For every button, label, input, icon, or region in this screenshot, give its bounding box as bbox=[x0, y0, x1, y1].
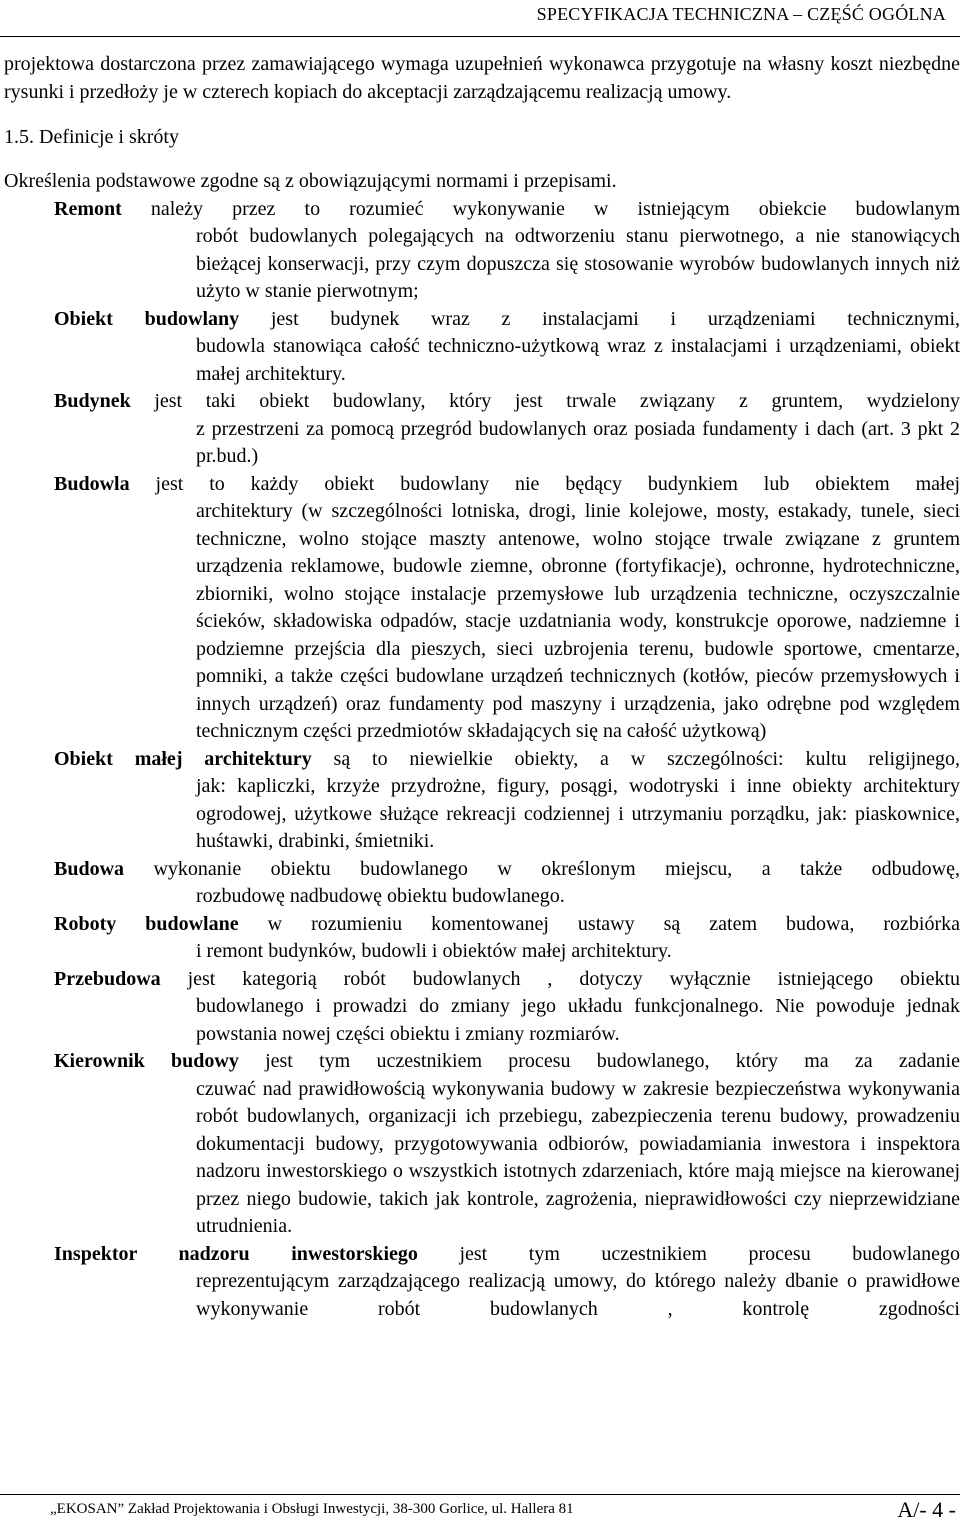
definition-first-line bbox=[54, 911, 960, 939]
definition-term: Roboty budowlane bbox=[54, 912, 239, 935]
section-heading: 1.5. Definicje i skróty bbox=[4, 126, 179, 148]
definition-text-continued: i remont budynków, budowli i obiektów małej architektury. bbox=[196, 940, 672, 962]
definition-term: Przebudowa bbox=[54, 967, 161, 990]
footer-company: „EKOSAN” Zakład Projektowania i Obsługi Inwestycji, 38-300 Gorlice, ul. Hallera 81 bbox=[50, 1501, 574, 1517]
definition-first-line bbox=[54, 746, 960, 774]
definition-text-start: wykonanie obiektu budowlanego w określonym miejscu, a także odbudowę, bbox=[153, 857, 960, 880]
definition-term: Budowla bbox=[54, 472, 130, 495]
definition-first-line bbox=[54, 471, 960, 499]
definition-first-line bbox=[54, 966, 960, 994]
definition-entry bbox=[54, 966, 960, 1049]
definition-text-continued: czuwać nad prawidłowością wykonywania budowy w zakresie bezpieczeństwa wykonywania robót budowlanych, organizacji ich przebiegu, zabezpieczenia terenu budowy, prowadzeniu dokumentacji budowy, przygotowywania odbiorów, powiadamiania inwestora i inspektora nadzoru inwestorskiego o wszystkich istotnych zdarzeniach, które mają miejsce na kierowanej przez niego budowie, takich jak kontrole, zagrożenia, nieprawidłowości czy nieprzewidziane utrudnienia. bbox=[196, 1077, 960, 1237]
definition-first-line bbox=[54, 388, 960, 416]
definition-term: Obiekt budowlany bbox=[54, 307, 240, 330]
definition-text-start: jest tym uczestnikiem procesu budowlanego bbox=[459, 1242, 960, 1265]
definition-text-continued: budowlanego i prowadzi do zmiany jego układu funkcjonalnego. Nie powoduje jednak powstania nowej części obiektu i zmiany rozmiarów. bbox=[196, 995, 960, 1045]
definition-term: Kierownik budowy bbox=[54, 1050, 239, 1072]
definition-entry bbox=[54, 196, 960, 306]
definition-entry bbox=[54, 746, 960, 856]
definition-text-continued: robót budowlanych polegających na odtworzeniu stanu pierwotnego, a nie stanowiących bieżącej konserwacji, przy czym dopuszcza się stosowanie wyrobów budowlanych innych niż użyto w stanie pierwotnym; bbox=[196, 225, 960, 302]
definition-text-start: jest tym uczestnikiem procesu budowlanego, który ma za zadanie bbox=[265, 1050, 960, 1072]
definition-text-start: jest kategorią robót budowlanych , dotyczy wyłącznie istniejącego obiektu bbox=[187, 967, 960, 990]
definition-entry bbox=[54, 856, 960, 911]
definition-text-start: jest taki obiekt budowlany, który jest trwale związany z gruntem, wydzielony bbox=[154, 390, 960, 412]
definition-first-line bbox=[54, 1048, 960, 1076]
definition-text-continued: budowla stanowiąca całość techniczno-użytkową wraz z instalacjami i urządzeniami, obiekt małej architektury. bbox=[196, 335, 960, 385]
header-title: SPECYFIKACJA TECHNICZNA – CZĘŚĆ OGÓLNA bbox=[536, 4, 946, 24]
definition-entry bbox=[54, 306, 960, 389]
definition-term: Remont bbox=[54, 197, 122, 220]
definition-first-line bbox=[54, 196, 960, 224]
definition-text-continued: jak: kapliczki, krzyże przydrożne, figury, posągi, wodotryski i inne obiekty architektury ogrodowej, użytkowe służące rekreacji codziennej i utrzymaniu porządku, jak: piaskownice, huśtawki, drabinki, śmietniki. bbox=[196, 775, 960, 852]
definition-text-start: jest budynek wraz z instalacjami i urządzeniami technicznymi, bbox=[270, 307, 960, 330]
definition-text-continued: architektury (w szczególności lotniska, drogi, linie kolejowe, mosty, estakady, tunele, sieci techniczne, wolno stojące maszty antenowe, wolno stojące trwale związane z gruntem urządzenia reklamowe, budowle ziemne, obronne (fortyfikacje), ochronne, hydrotechniczne, zbiorniki, wolno stojące instalacje przemysłowe lub urządzenia techniczne, oczyszczalnie ścieków, składowiska odpadów, stacje uzdatniania wody, konstrukcje oporowe, nadziemne i podziemne przejścia dla pieszych, sieci uzbrojenia terenu, budowle sportowe, cmentarze, pomniki, a także części budowlane urządzeń technicznych (kotłów, pieców przemysłowych i innych urządzeń) oraz fundamenty pod maszyny i urządzenia, jako odrębne pod względem technicznym części przedmiotów składających się na całość użytkową) bbox=[196, 500, 960, 742]
definition-entry bbox=[54, 388, 960, 471]
definition-entry bbox=[54, 471, 960, 746]
page-footer bbox=[0, 1494, 960, 1529]
definition-text-continued: reprezentującym zarządzającego realizacją umowy, do którego należy dbanie o prawidłowe wykonywanie robót budowlanych , kontrolę zgodności bbox=[196, 1270, 960, 1320]
page-number: A/- 4 - bbox=[897, 1497, 956, 1522]
section-intro: Określenia podstawowe zgodne są z obowiązującymi normami i przepisami. bbox=[4, 170, 617, 192]
definition-entry bbox=[54, 1048, 960, 1241]
definition-term: Obiekt małej architektury bbox=[54, 747, 312, 770]
definition-term: Budynek bbox=[54, 390, 131, 412]
intro-paragraph: projektowa dostarczona przez zamawiającego wymaga uzupełnień wykonawca przygotuje na własny koszt niezbędne rysunki i przedłoży je w czterech kopiach do akceptacji zarządzającemu realizacją umowy. bbox=[4, 53, 960, 103]
definition-term: Inspektor nadzoru inwestorskiego bbox=[54, 1242, 418, 1265]
definitions-list bbox=[4, 196, 960, 1324]
definition-text-start: należy przez to rozumieć wykonywanie w istniejącym obiekcie budowlanym bbox=[150, 197, 960, 220]
definition-entry bbox=[54, 1241, 960, 1324]
definition-first-line bbox=[54, 306, 960, 334]
definition-first-line bbox=[54, 856, 960, 884]
definition-text-continued: z przestrzeni za pomocą przegród budowlanych oraz posiada fundamenty i dach (art. 3 pkt 2 pr.bud.) bbox=[196, 417, 960, 467]
document-body bbox=[4, 51, 960, 1323]
page-header bbox=[0, 0, 960, 37]
definition-text-start: są to niewielkie obiekty, a w szczególności: kultu religijnego, bbox=[333, 747, 960, 770]
definition-entry bbox=[54, 911, 960, 966]
definition-first-line bbox=[54, 1241, 960, 1269]
definition-text-start: w rozumieniu komentowanej ustawy są zatem budowa, rozbiórka bbox=[267, 912, 960, 935]
definition-text-start: jest to każdy obiekt budowlany nie będący budynkiem lub obiektem małej bbox=[155, 472, 960, 495]
definition-term: Budowa bbox=[54, 857, 125, 880]
definition-text-continued: rozbudowę nadbudowę obiektu budowlanego. bbox=[196, 885, 565, 907]
